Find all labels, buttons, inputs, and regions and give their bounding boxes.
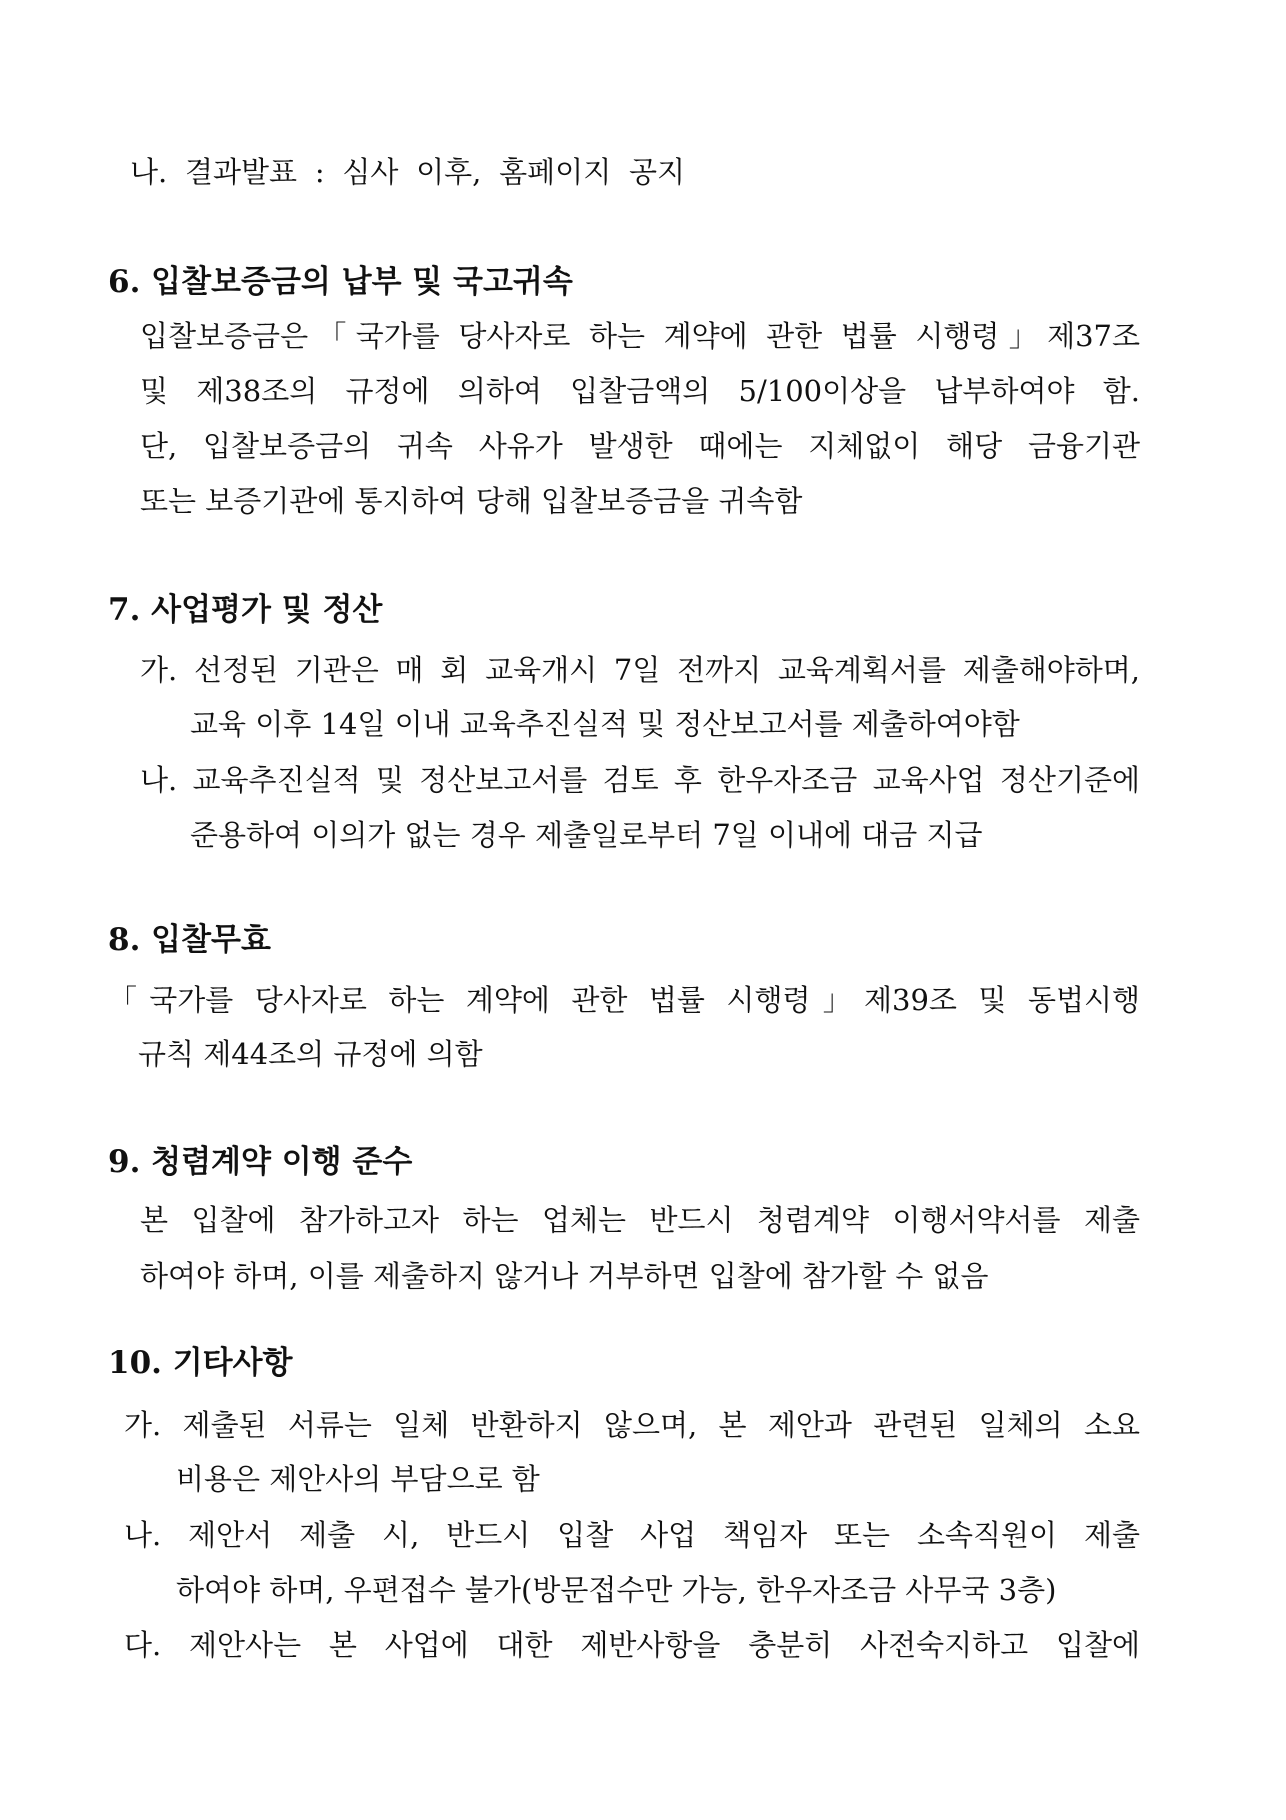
- section-7-heading: 7. 사업평가 및 정산: [108, 592, 383, 628]
- section-10-item-na-cont: 하여야 하며, 우편접수 불가(방문접수만 가능, 한우자조금 사무국 3층): [176, 1573, 1057, 1607]
- section-8-line: 「국가를 당사자로 하는 계약에 관한 법률 시행령」제39조 및 동법시행: [108, 983, 1140, 1017]
- result-announcement-line: 나. 결과발표 : 심사 이후, 홈페이지 공지: [130, 155, 685, 189]
- section-6-heading: 6. 입찰보증금의 납부 및 국고귀속: [108, 264, 573, 300]
- section-10-heading: 10. 기타사항: [108, 1345, 293, 1381]
- section-6-line: 입찰보증금은「국가를 당사자로 하는 계약에 관한 법률 시행령」제37조: [140, 319, 1140, 353]
- section-6-line: 및 제38조의 규정에 의하여 입찰금액의 5/100이상을 납부하여야 함.: [140, 374, 1140, 408]
- section-10-item-ga: 가. 제출된 서류는 일체 반환하지 않으며, 본 제안과 관련된 일체의 소요: [124, 1408, 1140, 1442]
- section-7-item-na: 나. 교육추진실적 및 정산보고서를 검토 후 한우자조금 교육사업 정산기준에: [140, 763, 1140, 797]
- section-10-item-ga-cont: 비용은 제안사의 부담으로 함: [176, 1462, 540, 1496]
- section-7-item-ga: 가. 선정된 기관은 매 회 교육개시 7일 전까지 교육계획서를 제출해야하며,: [140, 653, 1140, 687]
- section-8-line: 규칙 제44조의 규정에 의함: [138, 1037, 483, 1071]
- section-8-heading: 8. 입찰무효: [108, 922, 271, 958]
- section-10-item-na: 나. 제안서 제출 시, 반드시 입찰 사업 책임자 또는 소속직원이 제출: [124, 1518, 1140, 1552]
- section-9-heading: 9. 청렴계약 이행 준수: [108, 1144, 413, 1180]
- section-6-line: 또는 보증기관에 통지하여 당해 입찰보증금을 귀속함: [140, 484, 803, 518]
- section-7-item-ga-cont: 교육 이후 14일 이내 교육추진실적 및 정산보고서를 제출하여야함: [190, 707, 1020, 741]
- section-6-line: 단, 입찰보증금의 귀속 사유가 발생한 때에는 지체없이 해당 금융기관: [140, 429, 1140, 463]
- section-9-line: 본 입찰에 참가하고자 하는 업체는 반드시 청렴계약 이행서약서를 제출: [140, 1203, 1140, 1237]
- section-10-item-da: 다. 제안사는 본 사업에 대한 제반사항을 충분히 사전숙지하고 입찰에: [124, 1628, 1140, 1662]
- section-9-line: 하여야 하며, 이를 제출하지 않거나 거부하면 입찰에 참가할 수 없음: [140, 1259, 989, 1293]
- section-7-item-na-cont: 준용하여 이의가 없는 경우 제출일로부터 7일 이내에 대금 지급: [190, 818, 983, 852]
